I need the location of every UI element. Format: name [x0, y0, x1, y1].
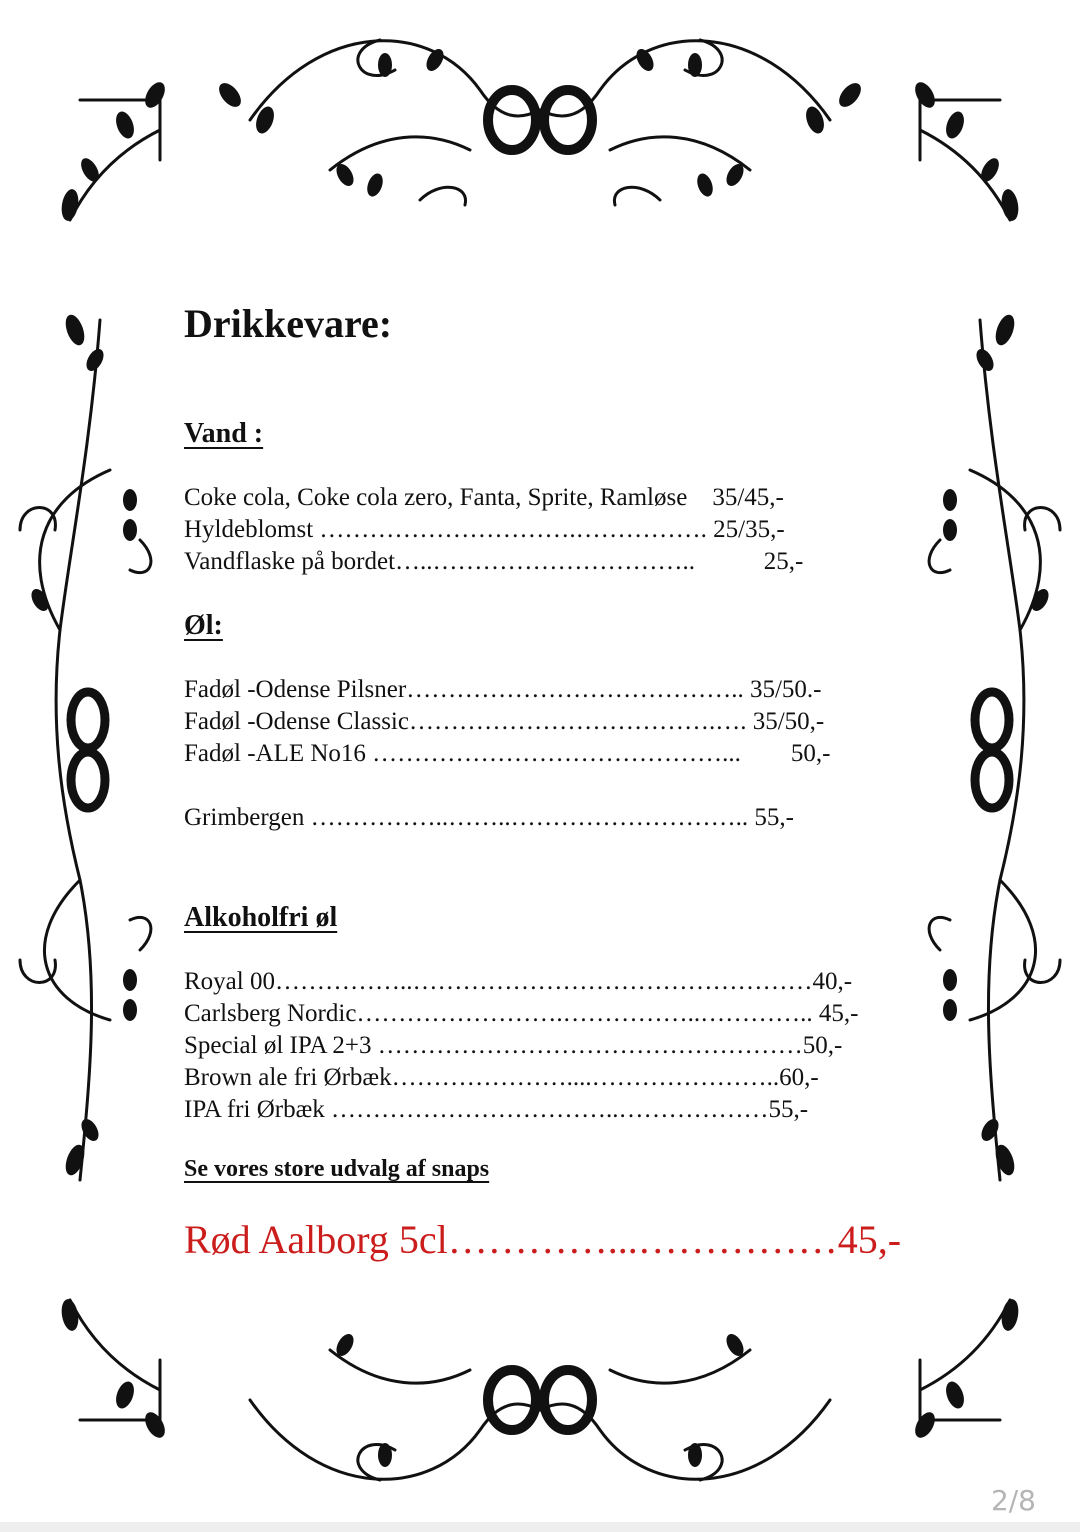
section-heading-alkoholfri: Alkoholfri øl [184, 902, 338, 933]
menu-item: Vandflaske på bordet…..………………………….. 25,- [184, 548, 804, 575]
menu-item: Carlsberg Nordic…………………….……………..………….. 45,- [184, 1000, 859, 1027]
menu-item: Special øl IPA 2+3 ……………………………………………50,- [184, 1032, 843, 1059]
menu-title: Drikkevare: [184, 301, 393, 346]
section-heading-vand: Vand : [184, 418, 264, 449]
bottom-swirl-ornament [0, 1280, 1080, 1520]
menu-item: Grimbergen ……………..……..……………………….. 55,- [184, 804, 794, 831]
bottom-bar [0, 1522, 1080, 1532]
menu-item: Coke cola, Coke cola zero, Fanta, Sprite, Ramløse 35/45,- [184, 484, 784, 511]
menu-item: Brown ale fri Ørbæk…………………....…………………..60,- [184, 1064, 819, 1091]
page-indicator: 2/8 [990, 1484, 1036, 1517]
snaps-note: Se vores store udvalg af snaps [184, 1156, 490, 1182]
menu-item: Fadøl -Odense Classic……………………………….…. 35/50,- [184, 708, 825, 735]
special-offer: Rød Aalborg 5cl…………...……………45,- [184, 1217, 902, 1262]
menu-item: IPA fri Ørbæk ……………………………..………………55,- [184, 1096, 809, 1123]
menu-item: Royal 00……………..…………………………………………40,- [184, 968, 853, 995]
right-swirl-ornament [910, 300, 1080, 1200]
menu-item: Fadøl -Odense Pilsner………………………………….. 35/50.- [184, 676, 822, 703]
top-swirl-ornament [0, 0, 1080, 240]
menu-item: Fadøl -ALE No16 ……………………………………... 50,- [184, 740, 831, 767]
section-heading-ol: Øl: [184, 610, 223, 641]
left-swirl-ornament [0, 300, 170, 1200]
menu-item: Hyldeblomst ………………………….……………. 25/35,- [184, 516, 785, 543]
